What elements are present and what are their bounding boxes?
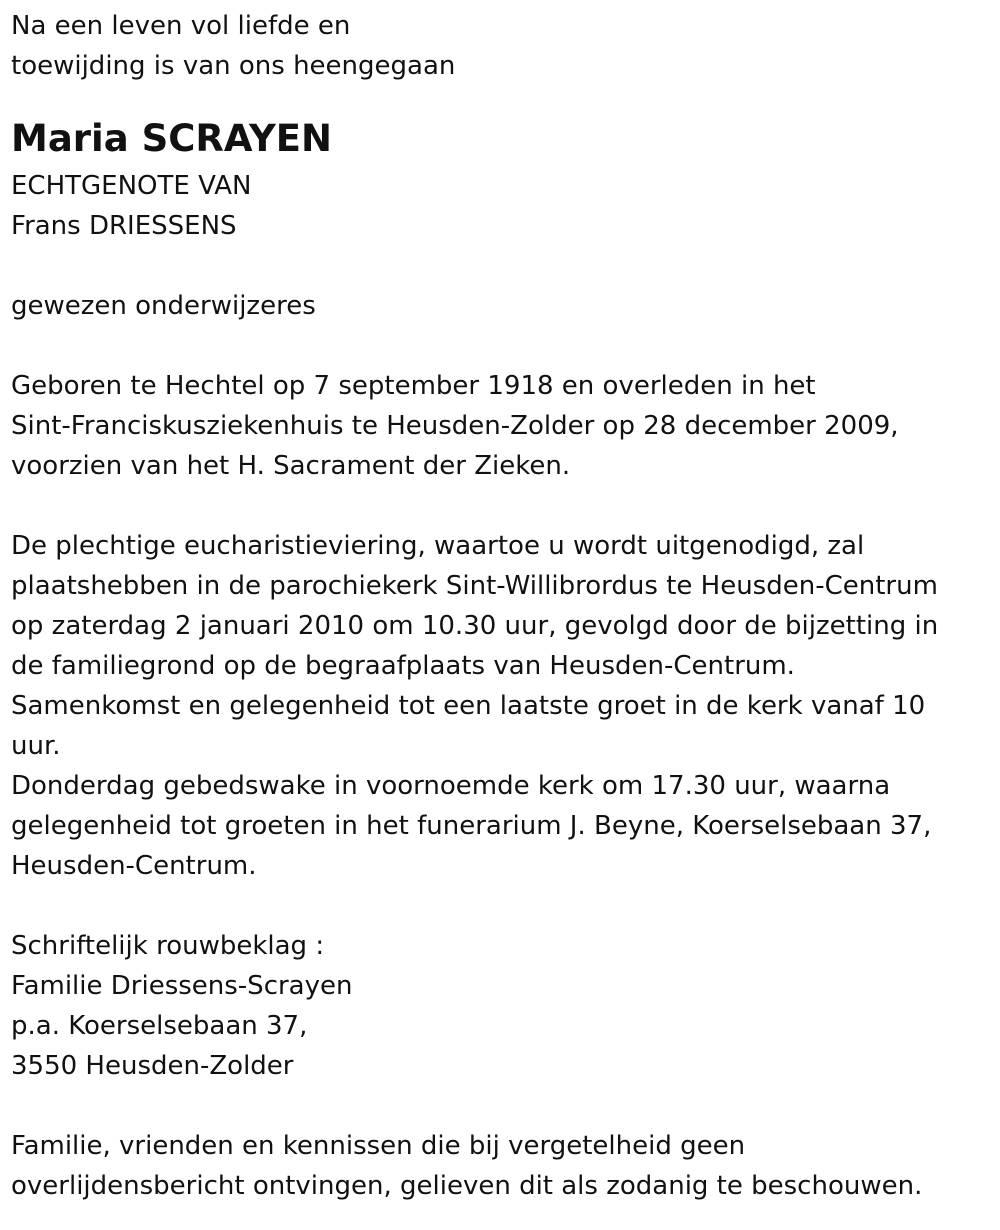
paragraph-line: Geboren te Hechtel op 7 september 1918 en overleden in het: [11, 371, 816, 401]
spacer: [11, 886, 991, 926]
spouse-name: Frans DRIESSENS: [11, 211, 237, 241]
spacer: [11, 246, 991, 286]
condolences-address: [11, 926, 991, 1086]
obituary-notice: [11, 6, 991, 1206]
paragraph-line: gelegenheid tot groeten in het funerarium J. Beyne, Koerselsebaan 37,: [11, 811, 932, 841]
deceased-block: [11, 112, 991, 246]
spacer: [11, 326, 991, 366]
condolences-label: Schriftelijk rouwbeklag :: [11, 931, 325, 961]
deceased-name: Maria SCRAYEN: [11, 117, 332, 160]
relation-label: ECHTGENOTE VAN: [11, 171, 252, 201]
spacer: [11, 86, 991, 112]
paragraph-line: Heusden-Centrum.: [11, 851, 257, 881]
intro-line: Na een leven vol liefde en: [11, 11, 351, 41]
spacer: [11, 486, 991, 526]
ceremony-paragraph: [11, 526, 991, 886]
paragraph-line: voorzien van het H. Sacrament der Zieken.: [11, 451, 571, 481]
paragraph-line: de familiegrond op de begraafplaats van Heusden-Centrum.: [11, 651, 795, 681]
address-city: 3550 Heusden-Zolder: [11, 1051, 294, 1081]
birth-death-paragraph: [11, 366, 991, 486]
spacer: [11, 1086, 991, 1126]
paragraph-line: Familie, vrienden en kennissen die bij vergetelheid geen: [11, 1131, 746, 1161]
paragraph-line: op zaterdag 2 januari 2010 om 10.30 uur, gevolgd door de bijzetting in: [11, 611, 939, 641]
closing-paragraph: [11, 1126, 991, 1206]
paragraph-line: uur.: [11, 731, 61, 761]
occupation: gewezen onderwijzeres: [11, 291, 316, 321]
family-name: Familie Driessens-Scrayen: [11, 971, 353, 1001]
intro-text: [11, 6, 991, 86]
intro-line: toewijding is van ons heengegaan: [11, 51, 456, 81]
paragraph-line: overlijdensbericht ontvingen, gelieven dit als zodanig te beschouwen.: [11, 1171, 923, 1201]
paragraph-line: plaatshebben in de parochiekerk Sint-Willibrordus te Heusden-Centrum: [11, 571, 938, 601]
paragraph-line: Samenkomst en gelegenheid tot een laatste groet in de kerk vanaf 10: [11, 691, 926, 721]
paragraph-line: De plechtige eucharistieviering, waartoe u wordt uitgenodigd, zal: [11, 531, 865, 561]
address-street: p.a. Koerselsebaan 37,: [11, 1011, 308, 1041]
paragraph-line: Donderdag gebedswake in voornoemde kerk om 17.30 uur, waarna: [11, 771, 891, 801]
paragraph-line: Sint-Franciskusziekenhuis te Heusden-Zolder op 28 december 2009,: [11, 411, 899, 441]
